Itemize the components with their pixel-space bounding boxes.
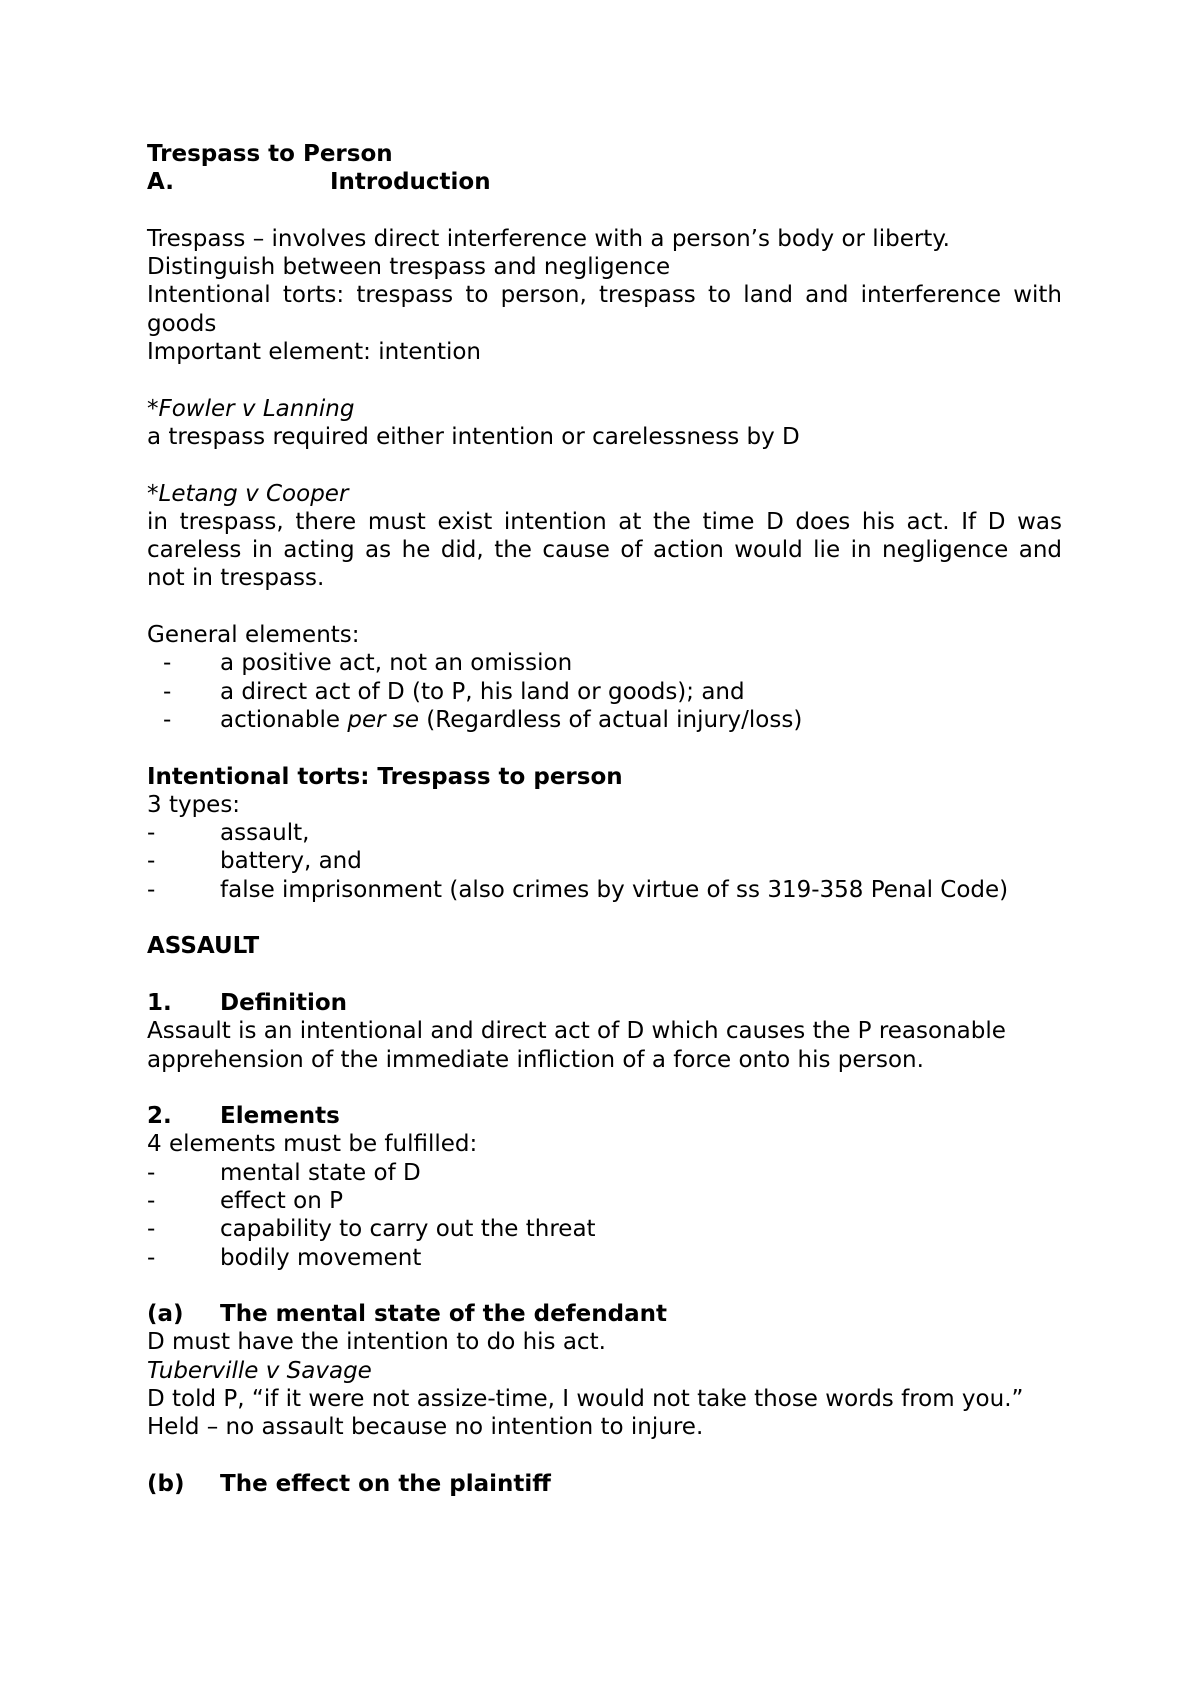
list-item-text: effect on P xyxy=(220,1187,343,1214)
document-body xyxy=(147,140,1062,1498)
list-item-text: bodily movement xyxy=(220,1244,422,1271)
subsection-text: D must have the intention to do his act. xyxy=(147,1329,606,1356)
dash-bullet: - xyxy=(147,1159,156,1186)
dash-bullet: - xyxy=(147,820,156,847)
heading-number: 1. xyxy=(147,989,172,1016)
list-item-text: mental state of D xyxy=(220,1159,421,1186)
list-item-text: battery, and xyxy=(220,848,362,875)
list-item xyxy=(163,649,1062,677)
elements-heading xyxy=(147,1102,1062,1130)
case-held: Held – no assault because no intention to injure. xyxy=(147,1414,704,1441)
subsection-label: (b) xyxy=(147,1470,185,1497)
list-item-text: assault, xyxy=(220,820,310,847)
latin-term: per se xyxy=(347,706,419,733)
list-item xyxy=(147,1215,1062,1243)
definition-heading xyxy=(147,989,1062,1017)
list-item-text: false imprisonment (also crimes by virtue of ss 319-358 Penal Code) xyxy=(220,876,1009,903)
dash-bullet: - xyxy=(147,876,156,903)
list-item-text: capability to carry out the threat xyxy=(220,1216,596,1243)
section-label: A. xyxy=(147,169,174,196)
subsection-label: (a) xyxy=(147,1301,184,1328)
dash-bullet: - xyxy=(163,706,172,733)
dash-bullet: - xyxy=(147,1216,156,1243)
intro-paragraph: Distinguish between trespass and negligence xyxy=(147,254,671,281)
list-item xyxy=(163,706,1062,734)
section-a-heading xyxy=(147,168,1062,196)
general-elements-list xyxy=(147,649,1062,734)
document-title: Trespass to Person xyxy=(147,141,393,167)
dash-bullet: - xyxy=(147,848,156,875)
subsection-b-heading xyxy=(147,1470,1062,1498)
list-item xyxy=(147,847,1062,875)
list-item xyxy=(147,876,1062,904)
torts-count: 3 types: xyxy=(147,791,241,818)
dash-bullet: - xyxy=(147,1187,156,1214)
case-text: a trespass required either intention or carelessness by D xyxy=(147,423,800,450)
list-item xyxy=(147,1244,1062,1272)
list-item-text: a positive act, not an omission xyxy=(220,650,573,677)
general-elements-heading: General elements: xyxy=(147,622,360,649)
list-item xyxy=(147,819,1062,847)
assault-heading: ASSAULT xyxy=(147,933,260,960)
dash-bullet: - xyxy=(163,678,172,705)
heading-text: Definition xyxy=(220,989,348,1016)
definition-text: Assault is an intentional and direct act of D which causes the P reasonable apprehension of the immediate infliction of a force onto his person. xyxy=(147,1018,1006,1073)
list-item xyxy=(147,1159,1062,1187)
subsection-a-heading xyxy=(147,1300,1062,1328)
list-item-text xyxy=(220,706,802,734)
heading-text: Elements xyxy=(220,1103,340,1130)
case-name: Tuberville v Savage xyxy=(147,1357,372,1384)
case-text: in trespass, there must exist intention at the time D does his act. If D was careless in acting as he did, the cause of action would lie in negligence and not in trespass. xyxy=(147,508,1062,592)
list-item-text: a direct act of D (to P, his land or goods); and xyxy=(220,678,745,705)
torts-heading: Intentional torts: Trespass to person xyxy=(147,763,623,790)
heading-number: 2. xyxy=(147,1103,172,1130)
elements-intro: 4 elements must be fulfilled: xyxy=(147,1131,478,1158)
section-title: Introduction xyxy=(330,169,491,196)
case-name: *Fowler v Lanning xyxy=(147,395,355,422)
list-item-text-part: actionable xyxy=(220,706,348,733)
dash-bullet: - xyxy=(163,650,172,677)
dash-bullet: - xyxy=(147,1244,156,1271)
list-item-text-part: (Regardless of actual injury/loss) xyxy=(419,706,803,733)
case-quote: D told P, “if it were not assize-time, I would not take those words from you.” xyxy=(147,1386,1024,1413)
subsection-title: The mental state of the defendant xyxy=(220,1301,668,1328)
intro-paragraph: Trespass – involves direct interference with a person’s body or liberty. xyxy=(147,225,950,252)
intro-paragraph: Important element: intention xyxy=(147,339,482,366)
intro-paragraph: Intentional torts: trespass to person, trespass to land and interference with goods xyxy=(147,282,1062,337)
subsection-title: The effect on the plaintiff xyxy=(220,1470,551,1497)
list-item xyxy=(147,1187,1062,1215)
list-item xyxy=(163,678,1062,706)
case-name: *Letang v Cooper xyxy=(147,480,349,507)
